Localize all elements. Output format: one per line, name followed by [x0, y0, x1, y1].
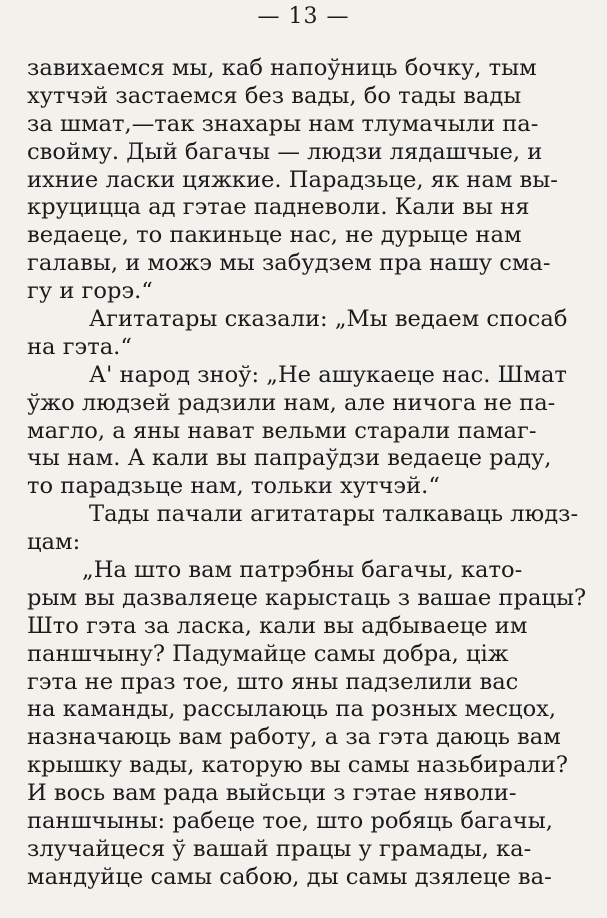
text-line: завихаемся мы, каб напоўниць бочку, тым: [27, 55, 537, 81]
text-line: гу и горэ.“: [27, 278, 153, 305]
text-line: гэта не праз тое, што яны падзелили вас: [27, 668, 519, 695]
text-line: рым вы дазваляеце карыстаць з вашае працы?: [27, 584, 587, 611]
text-line: свойму. Дый багачы — людзи лядашчые, и: [27, 138, 543, 165]
text-line: Агитатары сказали: „Мы ведаем спосаб: [89, 306, 568, 333]
text-line: злучайцеся ў вашай працы у грамады, ка-: [27, 835, 532, 862]
text-line: то парадзьце нам, тольки хутчэй.“: [27, 473, 440, 500]
text-line: галавы, и можэ мы забудзем пра нашу смa-: [27, 250, 551, 277]
text-line: мандуйце самы сабою, ды самы дзялеце ва-: [27, 863, 552, 890]
text-line: И вось вам рада выйсьци з гэтае нявoли-: [27, 780, 517, 807]
page-number: — 13 —: [257, 4, 350, 29]
text-line: цам:: [27, 529, 81, 556]
text-line: Тады пачали агитатары талкаваць людз-: [89, 501, 579, 528]
text-line: чы нам. А кали вы папраўдзи ведаеце раду,: [27, 445, 552, 472]
text-line: паншчыну? Падумайце самы добра, цiж: [27, 640, 509, 667]
text-line: за шмат,—так знахары нам тлумачыли па-: [27, 110, 539, 137]
text-line: ихние ласки цяжкие. Парадзьце, як нам вы-: [27, 166, 558, 193]
text-line: назначаюць вам работу, а за гэта даюць вам: [27, 724, 561, 751]
text-line: „На што вам патрэбны багачы, като-: [82, 557, 523, 584]
text-line: Што гэта за ласка, кали вы адбываеце им: [27, 612, 528, 639]
text-line: крышку вады, каторую вы самы назьбирали?: [27, 752, 568, 779]
text-line: ўжо людзей радзили нам, але ничога не па-: [27, 389, 556, 416]
text-line: круцицца ад гэтае падневоли. Кали вы ня: [27, 194, 530, 221]
text-line: магло, а яны нават вельми старали памаг-: [27, 417, 537, 444]
text-line: паншчыны: рабеце тое, што робяць багачы,: [27, 808, 553, 835]
text-line: на гэта.“: [27, 333, 132, 360]
text-line: А' народ зноў: „Не ашукаеце нас. Шмат: [89, 361, 567, 388]
body-text: [27, 55, 597, 892]
text-line: хутчэй застаемся без вады, бо тады вады: [27, 82, 522, 109]
text-line: ведаеце, то пакиньце нас, не дурыце нам: [27, 222, 522, 249]
text-line: на каманды, рассылаюць па розных месцох,: [27, 696, 557, 723]
